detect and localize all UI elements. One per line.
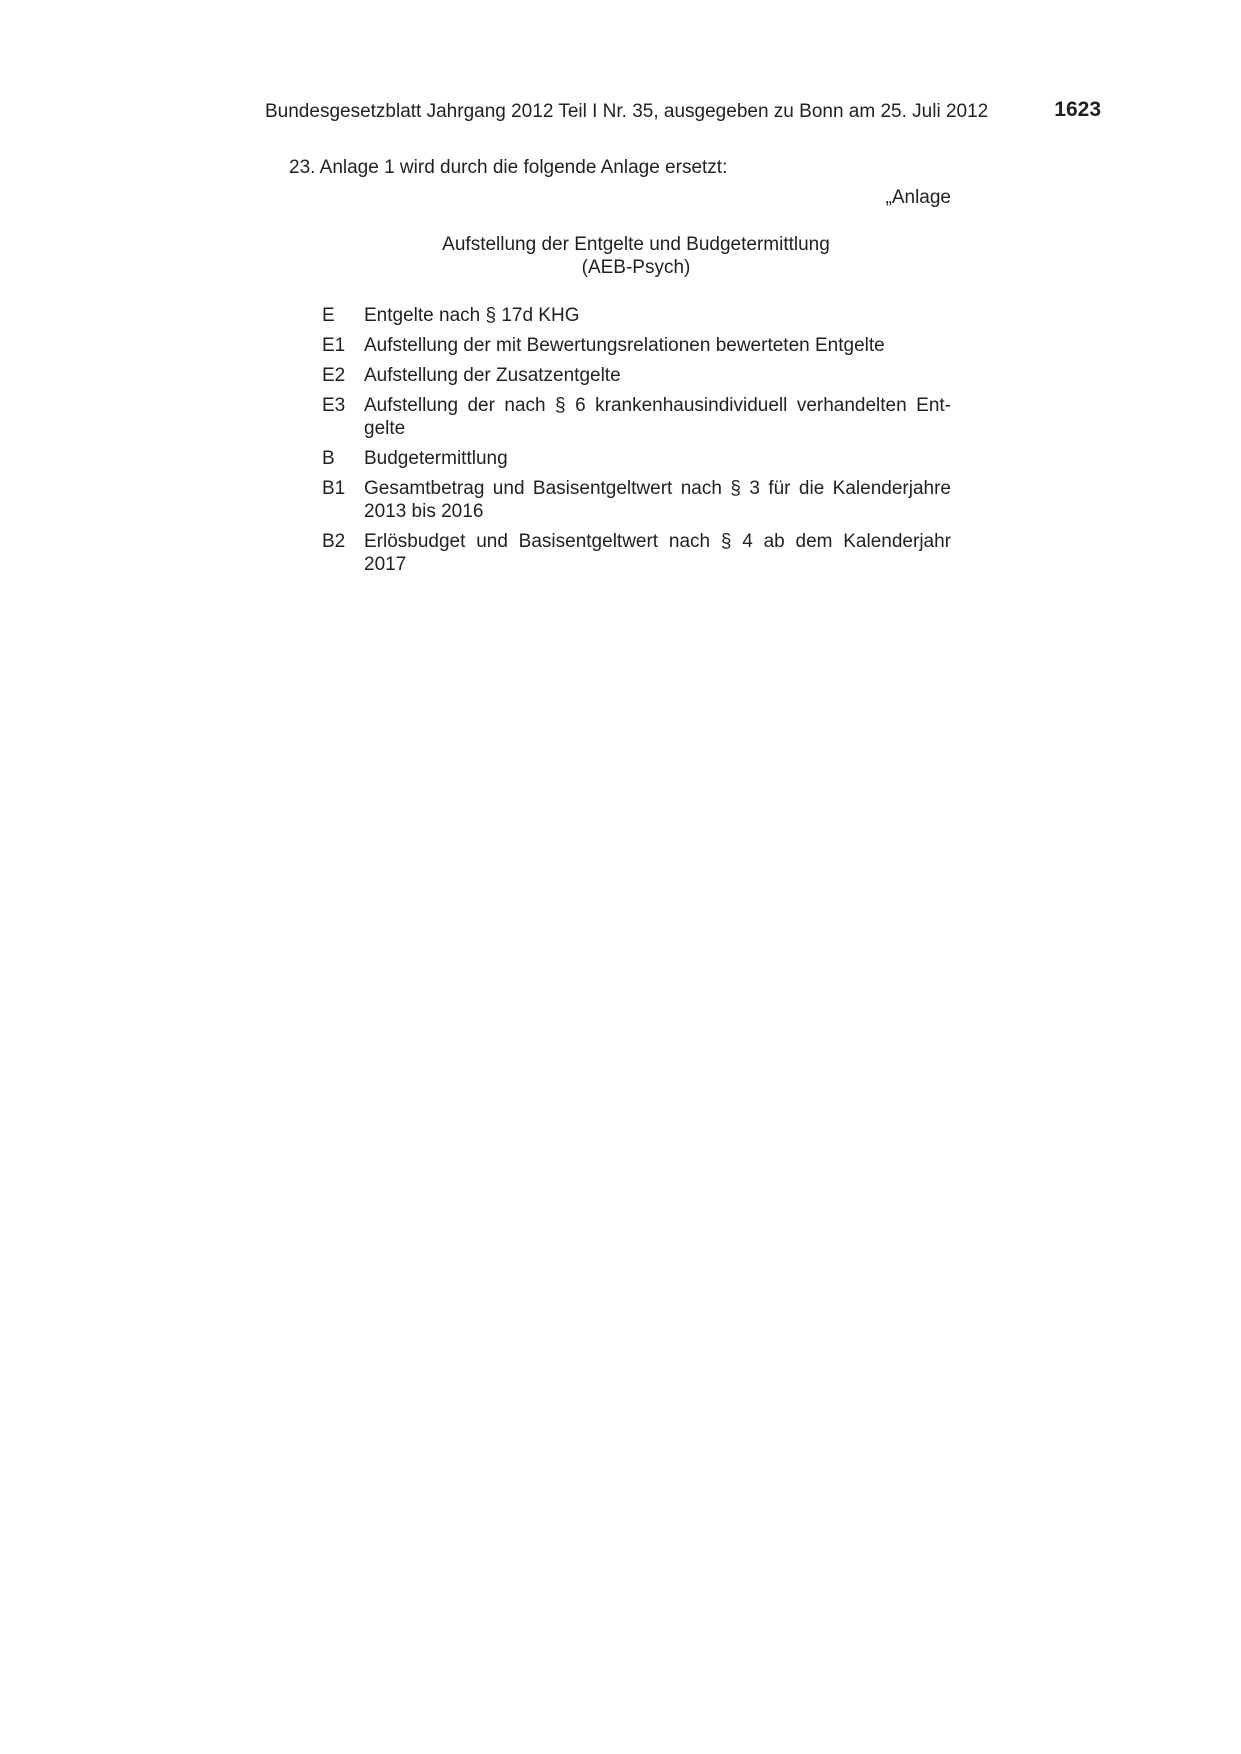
annex-heading-subtitle: (AEB-Psych) [581, 257, 691, 278]
publication-title: Bundesgesetzblatt Jahrgang 2012 Teil I Nr. 35, ausgegeben zu Bonn am 25. Juli 2012 [265, 101, 989, 122]
list-item-code: E1 [322, 335, 346, 356]
list-item [322, 304, 951, 327]
annex-heading [340, 233, 932, 279]
list-item-text: Aufstellung der nach § 6 krankenhausindividuell verhandelten Ent-gelte [364, 395, 951, 439]
list-item-code: E3 [322, 395, 346, 416]
list-item [322, 334, 951, 357]
annex-contents-list [322, 304, 951, 583]
list-item [322, 364, 951, 387]
list-item-code: E [322, 305, 335, 326]
list-item [322, 477, 951, 523]
page-header [265, 100, 1101, 124]
list-item-code: B [322, 448, 335, 469]
list-item-code: E2 [322, 365, 346, 386]
list-item-code: B2 [322, 531, 346, 552]
list-item-text: Aufstellung der Zusatzentgelte [364, 365, 621, 386]
list-item-code: B1 [322, 478, 346, 499]
list-item [322, 530, 951, 576]
annex-heading-title: Aufstellung der Entgelte und Budgetermittlung [442, 234, 830, 255]
list-item-text: Aufstellung der mit Bewertungsrelationen bewerteten Entgelte [364, 335, 885, 356]
list-item-text: Entgelte nach § 17d KHG [364, 305, 580, 326]
anlage-label: „Anlage [885, 187, 951, 208]
list-item-text: Erlösbudget und Basisentgeltwert nach § 4 ab dem Kalenderjahr 2017 [364, 531, 951, 575]
page-number: 1623 [1054, 98, 1101, 121]
list-item-text: Gesamtbetrag und Basisentgeltwert nach § 3 für die Kalenderjahre 2013 bis 2016 [364, 478, 951, 522]
amendment-instruction: 23. Anlage 1 wird durch die folgende Anlage ersetzt: [289, 157, 728, 178]
list-item-text: Budgetermittlung [364, 448, 508, 469]
list-item [322, 447, 951, 470]
list-item [322, 394, 951, 440]
